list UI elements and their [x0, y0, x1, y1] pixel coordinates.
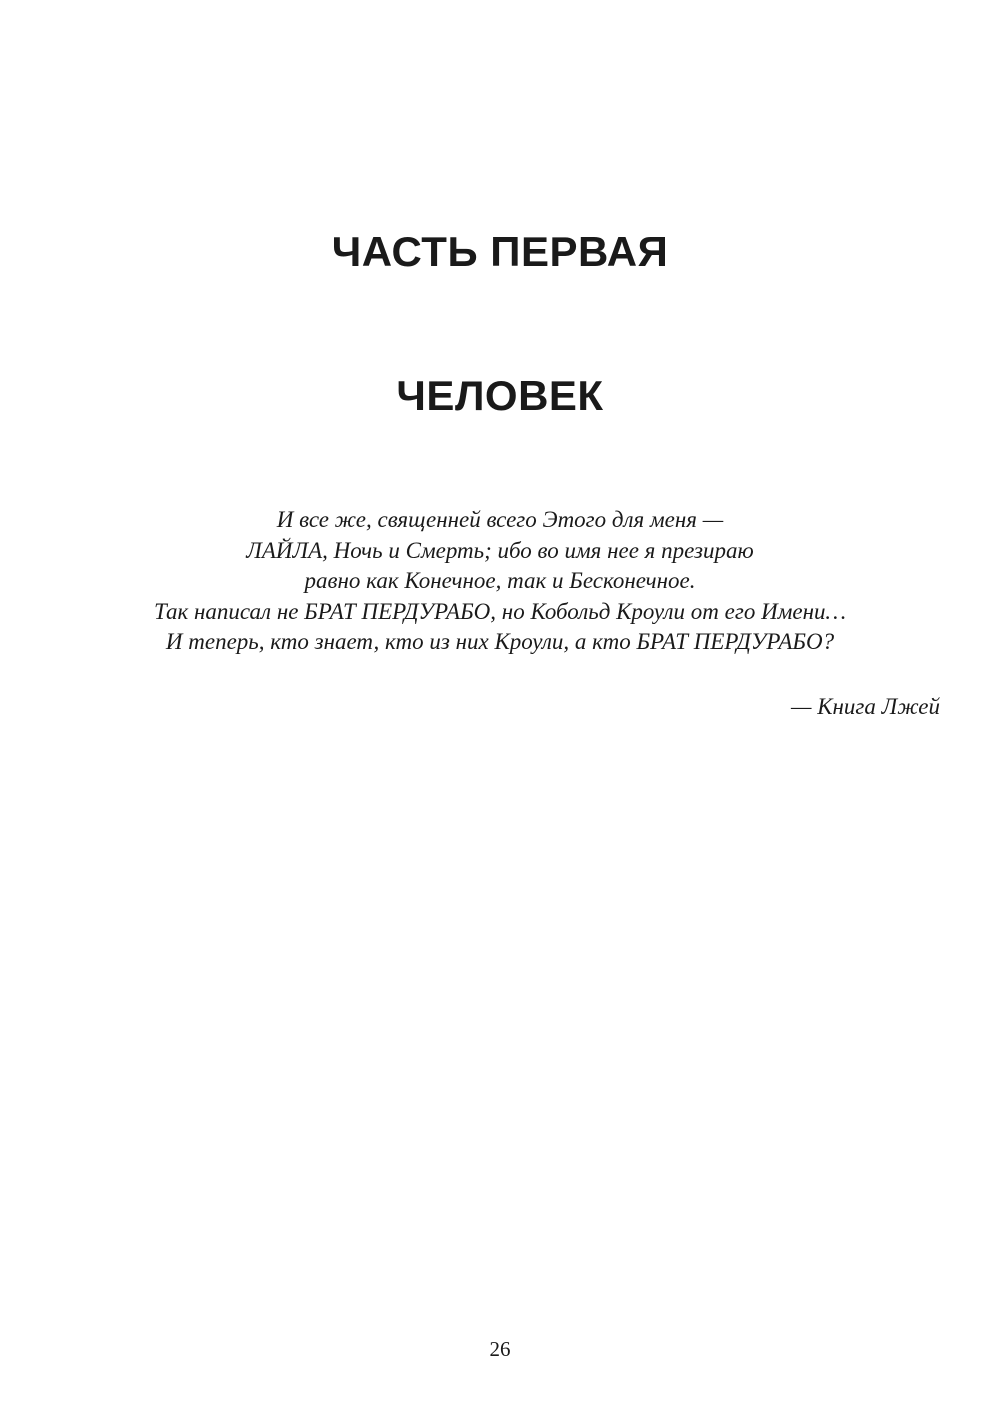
epigraph: [60, 505, 940, 658]
epigraph-line: Так написал не БРАТ ПЕРДУРАБО, но Кобольд Кроули от его Имени…: [154, 598, 846, 624]
epigraph-source: — Книга Лжей: [791, 694, 940, 719]
epigraph-line: ЛАЙЛА, Ночь и Смерть; ибо во имя нее я презираю: [246, 537, 754, 563]
epigraph-line: И все же, священней всего Этого для меня —: [276, 507, 724, 532]
part-subtitle: ЧЕЛОВЕК: [396, 372, 604, 419]
epigraph-line: И теперь, кто знает, кто из них Кроули, а кто БРАТ ПЕРДУРАБО?: [165, 629, 835, 654]
part-title: ЧАСТЬ ПЕРВАЯ: [331, 228, 669, 275]
page-number: 26: [489, 1337, 511, 1361]
epigraph-line: равно как Конечное, так и Бесконечное.: [304, 568, 696, 593]
